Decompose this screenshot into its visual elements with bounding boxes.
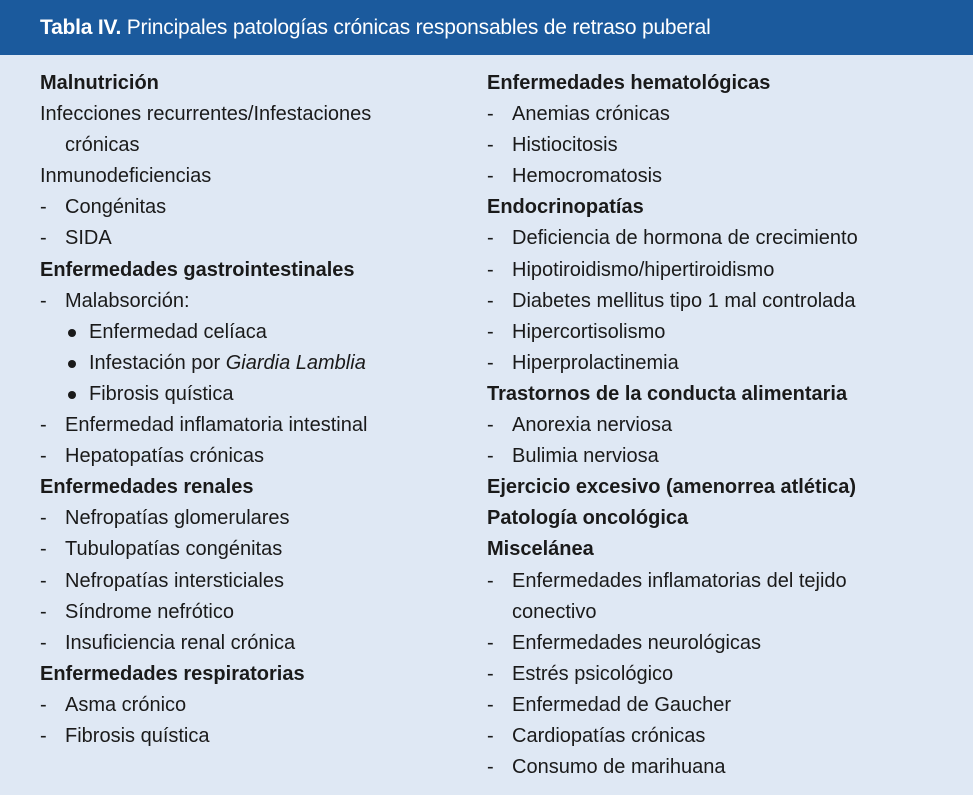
list-item-text: Estrés psicológico: [512, 662, 674, 685]
bullet-icon: [68, 391, 76, 399]
dash-marker: -: [40, 227, 47, 250]
list-item-text: Asma crónico: [65, 693, 187, 716]
dash-marker: -: [40, 196, 47, 219]
list-item: Inmunodeficiencias: [40, 165, 212, 188]
heading-hematologicas: Enfermedades hematológicas: [487, 72, 771, 94]
list-item-text: Infestación por: [89, 351, 226, 374]
list-item-text: Tubulopatías congénitas: [65, 538, 283, 561]
list-item: [40, 286, 460, 317]
left-column: [40, 68, 460, 752]
list-item-text: Anemias crónicas: [512, 103, 670, 126]
dash-marker: -: [40, 600, 47, 623]
dash-marker: -: [40, 538, 47, 561]
heading-ejercicio: Ejercicio excesivo (amenorrea atlética): [487, 476, 857, 499]
dash-marker: -: [487, 724, 494, 747]
bullet-icon: [68, 329, 76, 337]
table-title: [0, 16, 711, 40]
list-item: [40, 441, 460, 472]
bullet-item: [40, 348, 460, 379]
list-item: [487, 130, 967, 161]
table-header: [0, 0, 973, 55]
dash-marker: -: [487, 631, 494, 654]
list-item-text: Insuficiencia renal crónica: [65, 631, 296, 654]
list-item: [487, 410, 967, 441]
list-item: [487, 161, 967, 192]
list-item-text: Anorexia nerviosa: [512, 414, 673, 437]
dash-marker: -: [40, 289, 47, 312]
list-item: [40, 192, 460, 223]
list-item-text: Hiperprolactinemia: [512, 351, 679, 374]
list-item-text: Fibrosis quística: [65, 724, 210, 747]
list-item-text: Enfermedades neurológicas: [512, 631, 762, 654]
list-item: [40, 721, 460, 752]
list-item-text: Hemocromatosis: [512, 165, 663, 188]
dash-marker: -: [487, 227, 494, 250]
list-item-text: Hipotiroidismo/hipertiroidismo: [512, 258, 775, 281]
list-item: [487, 255, 967, 286]
list-item-text: Cardiopatías crónicas: [512, 724, 706, 747]
list-item-text: SIDA: [65, 227, 112, 250]
list-item-text: Enfermedad celíaca: [89, 320, 267, 343]
list-item-text: Diabetes mellitus tipo 1 mal controlada: [512, 289, 856, 312]
list-item: [40, 690, 460, 721]
list-item-text: Enfermedad inflamatoria intestinal: [65, 414, 368, 437]
dash-marker: -: [40, 631, 47, 654]
dash-marker: -: [487, 693, 494, 716]
list-item: [487, 348, 967, 379]
list-item: [40, 410, 460, 441]
list-item-continuation: conectivo: [512, 600, 597, 623]
dash-marker: -: [487, 351, 494, 374]
list-item-text: Nefropatías intersticiales: [65, 569, 284, 592]
dash-marker: -: [487, 569, 494, 592]
list-item-text: Nefropatías glomerulares: [65, 507, 290, 530]
right-column: [487, 68, 967, 783]
list-item-text: Consumo de marihuana: [512, 756, 726, 779]
heading-renales: Enfermedades renales: [40, 476, 254, 499]
dash-marker: -: [40, 414, 47, 437]
species-name: Giardia Lamblia: [225, 351, 366, 374]
dash-marker: -: [487, 662, 494, 685]
table-title-text: Principales patologías crónicas responsables de retraso puberal: [126, 15, 711, 39]
dash-marker: -: [40, 507, 47, 530]
list-item-text: Fibrosis quística: [89, 382, 234, 405]
list-item: [40, 597, 460, 628]
dash-marker: -: [487, 756, 494, 779]
list-item: [487, 317, 967, 348]
table-label: Tabla IV.: [40, 15, 122, 39]
dash-marker: -: [487, 445, 494, 468]
list-item: Infecciones recurrentes/Infestaciones: [40, 103, 372, 126]
list-item-continuation: crónicas: [65, 134, 140, 157]
heading-gastrointestinales: Enfermedades gastrointestinales: [40, 258, 355, 281]
heading-malnutricion: Malnutrición: [40, 72, 159, 94]
dash-marker: -: [487, 320, 494, 343]
list-item: [487, 690, 967, 721]
dash-marker: -: [487, 289, 494, 312]
list-item-text: Enfermedades inflamatorias del tejido: [512, 569, 847, 592]
list-item: [487, 441, 967, 472]
bullet-item: [40, 317, 460, 348]
list-item-text: Hipercortisolismo: [512, 320, 666, 343]
list-item-text: Síndrome nefrótico: [65, 600, 234, 623]
list-item-text: Enfermedad de Gaucher: [512, 693, 732, 716]
heading-respiratorias: Enfermedades respiratorias: [40, 662, 305, 685]
list-item: [487, 223, 967, 254]
heading-conducta-alimentaria: Trastornos de la conducta alimentaria: [487, 382, 848, 405]
list-item-text: Histiocitosis: [512, 134, 618, 157]
list-item: [487, 752, 967, 783]
list-item: [40, 628, 460, 659]
list-item: [487, 99, 967, 130]
dash-marker: -: [487, 165, 494, 188]
dash-marker: -: [40, 445, 47, 468]
list-item: [487, 628, 967, 659]
dash-marker: -: [40, 693, 47, 716]
heading-oncologica: Patología oncológica: [487, 507, 689, 530]
list-item: [487, 659, 967, 690]
list-item-text: Deficiencia de hormona de crecimiento: [512, 227, 858, 250]
list-item-text: Malabsorción:: [65, 289, 190, 312]
list-item-text: Bulimia nerviosa: [512, 445, 659, 468]
dash-marker: -: [487, 103, 494, 126]
dash-marker: -: [487, 134, 494, 157]
list-item: [487, 286, 967, 317]
list-item: [487, 566, 967, 597]
list-item: [40, 503, 460, 534]
dash-marker: -: [40, 724, 47, 747]
dash-marker: -: [40, 569, 47, 592]
list-item: [40, 566, 460, 597]
dash-marker: -: [487, 414, 494, 437]
list-item-text: Congénitas: [65, 196, 167, 219]
bullet-item: [40, 379, 460, 410]
bullet-icon: [68, 360, 76, 368]
list-item: [487, 721, 967, 752]
heading-miscelanea: Miscelánea: [487, 538, 594, 561]
list-item: [40, 223, 460, 254]
list-item-text: Hepatopatías crónicas: [65, 445, 265, 468]
list-item: [40, 534, 460, 565]
heading-endocrinopatias: Endocrinopatías: [487, 196, 644, 219]
dash-marker: -: [487, 258, 494, 281]
